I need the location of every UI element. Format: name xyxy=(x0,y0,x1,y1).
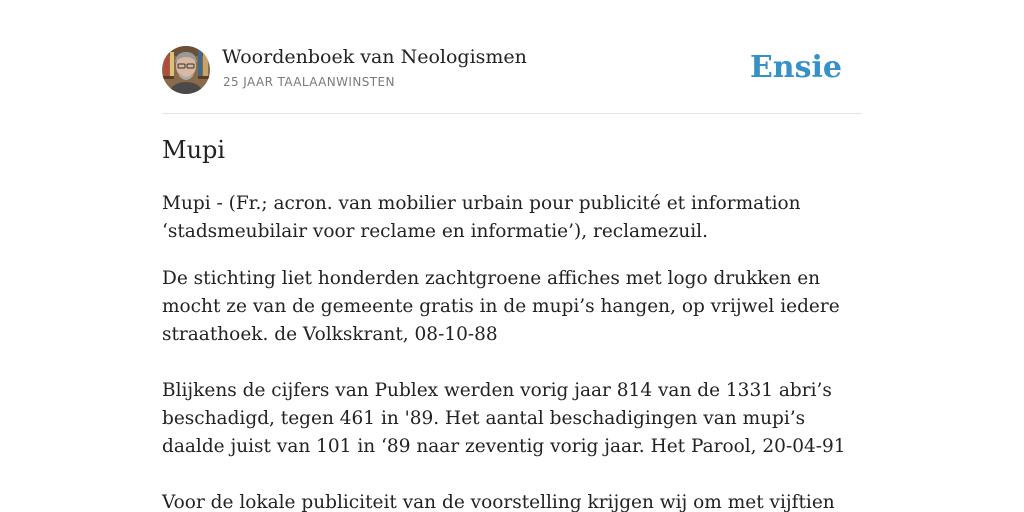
paragraph-gap xyxy=(162,349,862,377)
entry-body xyxy=(162,190,862,512)
entry-definition: Mupi - (Fr.; acron. van mobilier urbain pour publicité et information ‘stadsmeubilair voor reclame en informatie’), reclamezuil. xyxy=(162,193,801,242)
brand-logo[interactable]: Ensie xyxy=(749,50,842,85)
author-avatar[interactable] xyxy=(162,46,210,94)
site-header xyxy=(162,46,862,98)
citation: Blijkens de cijfers van Publex werden vorig jaar 814 van de 1331 abri’s beschadigd, tegen 461 in '89. Het aantal beschadigingen van mupi’s daalde juist van 101 in ‘89 naar zeventig vorig jaar. Het Parool, 20-04-91 xyxy=(162,380,846,457)
paragraph-gap xyxy=(162,461,862,489)
site-subtitle: 25 JAAR TAALAANWINSTEN xyxy=(223,75,395,89)
citation: Voor de lokale publiciteit van de voorstelling krijgen wij om met vijftien xyxy=(162,492,835,512)
entry-title: Mupi xyxy=(162,136,226,164)
header-divider xyxy=(162,113,862,114)
citation: De stichting liet honderden zachtgroene affiches met logo drukken en mocht ze van de gemeente gratis in de mupi’s hangen, op vrijwel iedere straathoek. de Volkskrant, 08-10-88 xyxy=(162,268,840,345)
author-portrait-icon xyxy=(162,46,210,94)
site-title[interactable]: Woordenboek van Neologismen xyxy=(222,46,527,68)
